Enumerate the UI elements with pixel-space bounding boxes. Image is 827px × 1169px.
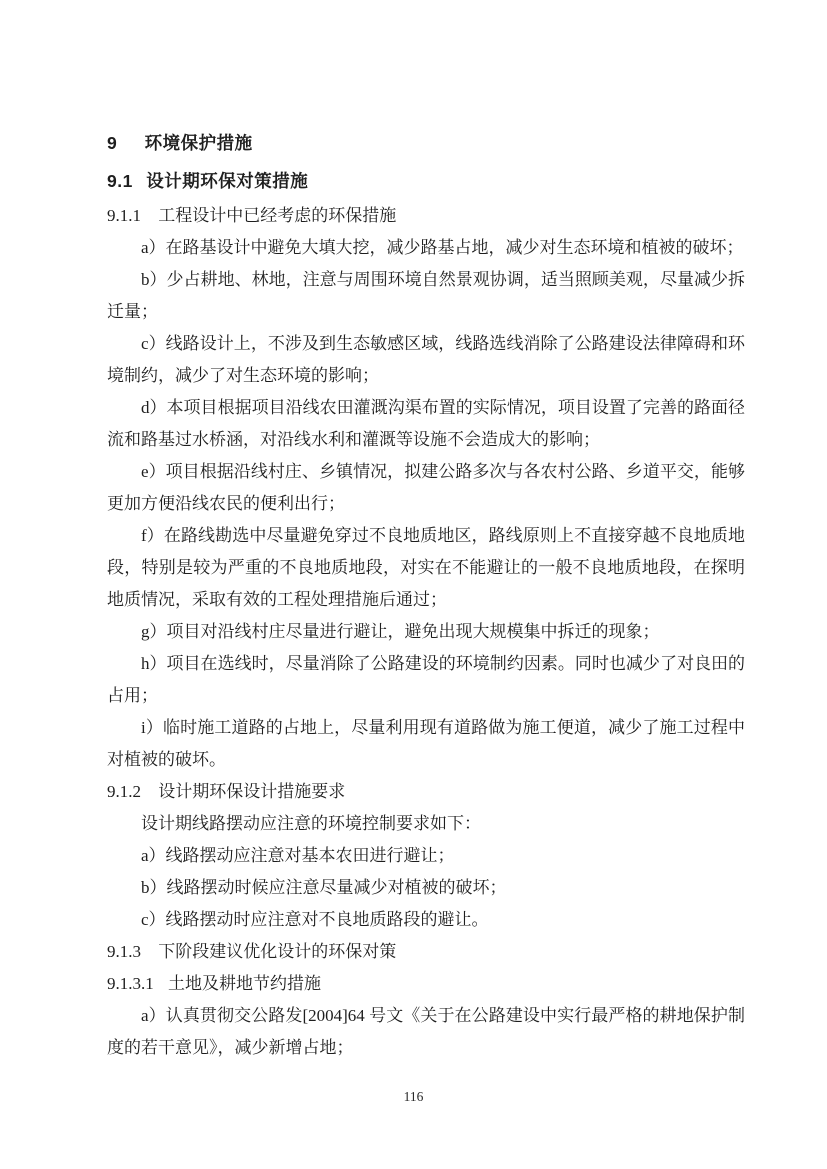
heading-number: 9.1.3 [107,942,141,961]
paragraph-intro: 设计期线路摆动应注意的环境控制要求如下： [141,814,481,833]
document-content [107,126,745,1064]
paragraph-list-item-a3: a）认真贯彻交公路发[2004]64 号文《关于在公路建设中实行最严格的耕地保护制度的若干意见》，减少新增占地； [107,1006,745,1057]
heading-number: 9.1.1 [107,206,141,225]
heading-chapter-9 [107,126,745,160]
heading-title: 工程设计中已经考虑的环保措施 [158,206,397,225]
paragraph-list-item-g: g）项目对沿线村庄尽量进行避让，避免出现大规模集中拆迁的现象； [141,622,660,641]
paragraph-list-item-d: d）本项目根据项目沿线农田灌溉沟渠布置的实际情况，项目设置了完善的路面径流和路基过水桥涵，对沿线水利和灌溉等设施不会造成大的影响； [107,398,745,449]
heading-number: 9.1 [107,171,133,191]
heading-number: 9.1.2 [107,782,141,801]
heading-number: 9 [107,133,118,153]
paragraph-list-item-b: b）少占耕地、林地，注意与周围环境自然景观协调，适当照顾美观，尽量减少拆迁量； [107,270,745,321]
page-number: 116 [403,1089,424,1104]
heading-title: 下阶段建议优化设计的环保对策 [158,942,397,961]
heading-subsection-9-1-3 [107,936,745,968]
heading-number: 9.1.3.1 [107,974,154,993]
paragraph-list-item-i: i）临时施工道路的占地上，尽量利用现有道路做为施工便道，减少了施工过程中对植被的破坏。 [107,718,745,769]
heading-subsubsection-9-1-3-1 [107,968,745,1000]
paragraph-list-item-f: f）在路线勘选中尽量避免穿过不良地质地区，路线原则上不直接穿越不良地质地段，特别是较为严重的不良地质地段，对实在不能避让的一般不良地质地段，在探明地质情况，采取有效的工程处理措施后通过； [107,526,745,609]
heading-title: 土地及耕地节约措施 [168,974,321,993]
paragraph-list-item-b2: b）线路摆动时候应注意尽量减少对植被的破坏； [141,878,507,897]
paragraph-list-item-c: c）线路设计上，不涉及到生态敏感区域，线路选线消除了公路建设法律障碍和环境制约，减少了对生态环境的影响； [107,334,745,385]
heading-subsection-9-1-1 [107,200,745,232]
paragraph-list-item-a2: a）线路摆动应注意对基本农田进行避让； [141,846,455,865]
heading-subsection-9-1-2 [107,776,745,808]
paragraph-list-item-e: e）项目根据沿线村庄、乡镇情况，拟建公路多次与各农村公路、乡道平交，能够更加方便沿线农民的便利出行； [107,462,745,513]
heading-title: 设计期环保设计措施要求 [158,782,346,801]
heading-title: 环境保护措施 [144,133,253,153]
paragraph-list-item-h: h）项目在选线时，尽量消除了公路建设的环境制约因素。同时也减少了对良田的占用； [107,654,745,705]
paragraph-list-item-c2: c）线路摆动时应注意对不良地质路段的避让。 [141,910,489,929]
paragraph-list-item-a: a）在路基设计中避免大填大挖，减少路基占地，减少对生态环境和植被的破坏； [141,238,744,257]
heading-section-9-1 [107,164,745,198]
heading-title: 设计期环保对策措施 [146,171,309,191]
